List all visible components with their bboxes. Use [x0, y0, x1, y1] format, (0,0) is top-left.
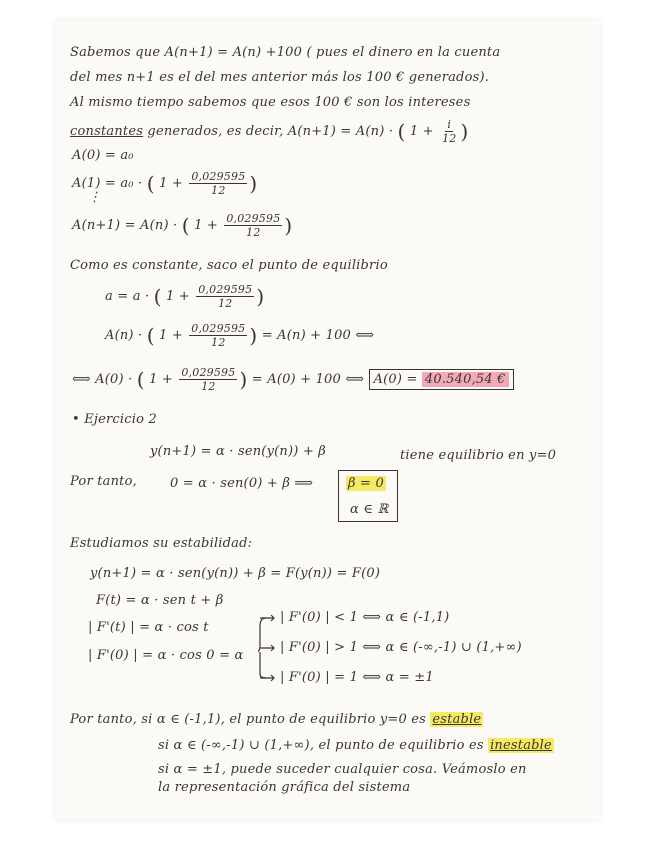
- case-undetermined: | F'(0) | = 1 ⟺ α = ±1: [280, 670, 434, 685]
- exercise-heading: • Ejercicio 2: [72, 412, 157, 427]
- formula-line: | F'(t) | = α · cos t: [88, 620, 209, 635]
- conclusion-line: si α = ±1, puede suceder cualquier cosa. Veámoslo en: [158, 762, 527, 777]
- case-unstable: | F'(0) | > 1 ⟺ α ∈ (-∞,-1) ∪ (1,+∞): [280, 640, 522, 655]
- text-line: Sabemos que A(n+1) = A(n) +100 ( pues el dinero en la cuenta: [70, 45, 501, 60]
- result-box: A(0) = 40.540,54 €: [369, 369, 514, 390]
- text-fragment: generados, es decir, A(n+1) = A(n) ·: [143, 124, 398, 139]
- alpha-condition: α ∈ ℝ: [350, 502, 389, 517]
- highlighted-result: 40.540,54 €: [422, 372, 509, 387]
- formula-result: ⟺ A(0) · ( 1 + $\frac{0,029595}{12}$ ) = A(0) + 100 ⟺ A(0) = 40.540,54 €: [72, 366, 514, 393]
- formula-line: F(t) = α · sen t + β: [96, 593, 224, 608]
- text-line: constantes generados, es decir, A(n+1) = A(n) · ( 1 + $\frac{i}{12}$ ): [70, 118, 469, 145]
- text-line: Al mismo tiempo sabemos que esos 100 € son los intereses: [70, 95, 471, 110]
- formula-line: | F'(0) | = α · cos 0 = α: [88, 648, 244, 663]
- beta-condition: β = 0: [348, 476, 384, 491]
- fraction: $\frac{0,029595}{12}$: [226, 212, 281, 239]
- formula-line: y(n+1) = α · sen(y(n)) + β = F(y(n)) = F(0): [90, 566, 381, 581]
- formula-a1: A(1) = a₀ · ( 1 + $\frac{0,029595}{12}$ ): [72, 170, 258, 197]
- case-stable: | F'(0) | < 1 ⟺ α ∈ (-1,1): [280, 610, 450, 625]
- formula-equilibrium-2: A(n) · ( 1 + $\frac{0,029595}{12}$ ) = A(n) + 100 ⟺: [105, 322, 375, 349]
- text-fragment: tiene equilibrio en y=0: [400, 448, 557, 463]
- conclusion-line: Por tanto, si α ∈ (-1,1), el punto de equilibrio y=0 es estable: [70, 712, 482, 727]
- underlined-word: constantes: [70, 124, 144, 139]
- formula-a0: A(0) = a₀: [72, 148, 134, 163]
- text-line: Como es constante, saco el punto de equilibrio: [70, 258, 388, 273]
- fraction: $\frac{0,029595}{12}$: [191, 170, 246, 197]
- ellipsis: ⋮: [88, 190, 102, 205]
- fraction: $\frac{i}{12}$: [442, 118, 457, 145]
- formula-an1: A(n+1) = A(n) · ( 1 + $\frac{0,029595}{12}$ ): [72, 212, 293, 239]
- formula-equilibrium: a = a · ( 1 + $\frac{0,029595}{12}$ ): [105, 283, 265, 310]
- text-fragment: Por tanto,: [70, 474, 137, 489]
- highlighted-word: inestable: [490, 738, 552, 753]
- text-line: Estudiamos su estabilidad:: [70, 536, 253, 551]
- formula-condition: 0 = α · sen(0) + β ⟹: [170, 476, 314, 491]
- formula-recurrence: y(n+1) = α · sen(y(n)) + β: [150, 444, 326, 459]
- text-line: del mes n+1 es el del mes anterior más los 100 € generados).: [70, 70, 490, 85]
- highlighted-word: estable: [432, 712, 482, 727]
- fraction: $\frac{0,029595}{12}$: [181, 366, 236, 393]
- conclusion-line: si α ∈ (-∞,-1) ∪ (1,+∞), el punto de equilibrio es inestable: [158, 738, 552, 753]
- fraction: $\frac{0,029595}{12}$: [198, 283, 253, 310]
- fraction: $\frac{0,029595}{12}$: [191, 322, 246, 349]
- conclusion-line: la representación gráfica del sistema: [158, 780, 411, 795]
